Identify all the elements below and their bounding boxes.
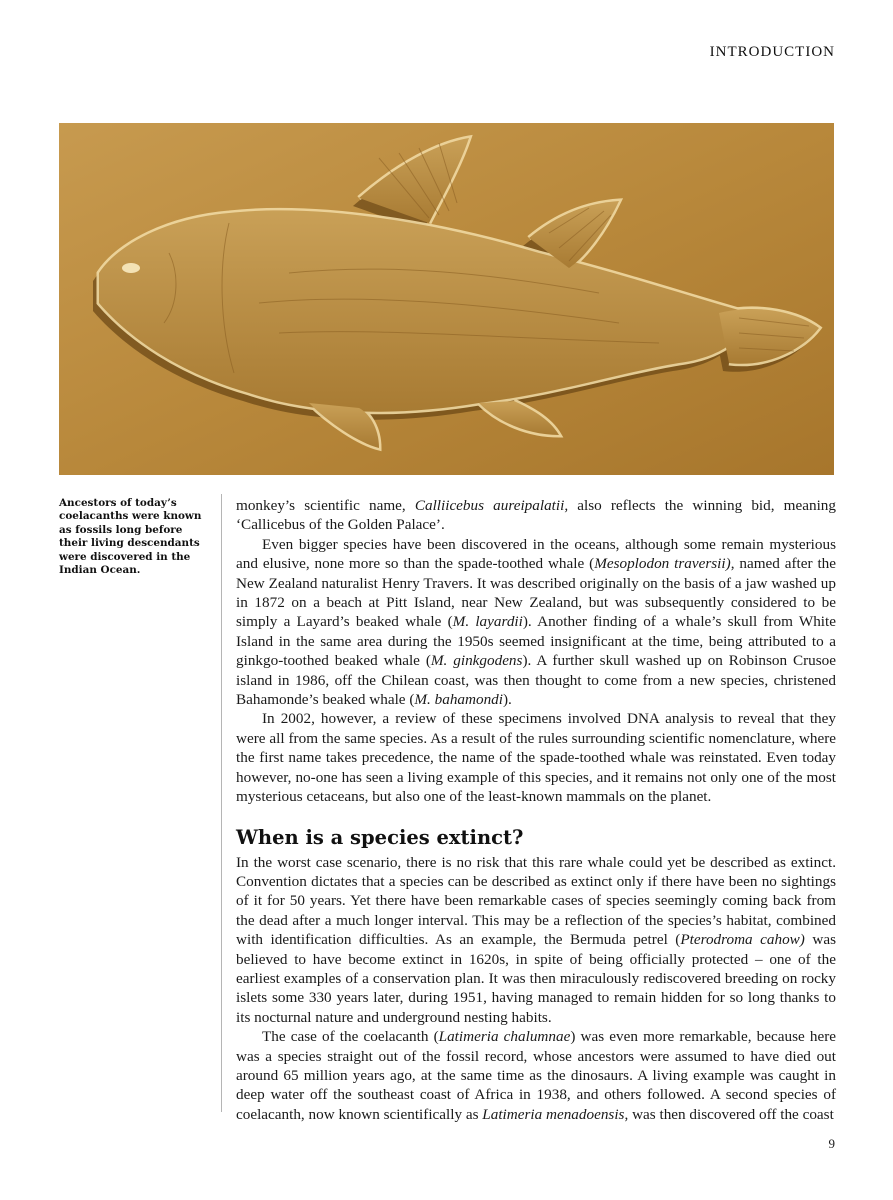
text-run: Even bigger species have been discovered in the oceans, although some remain mysterious and elusive, none more so than the spade-toothed whale ( — [236, 535, 836, 573]
italic-run: M. ginkgodens — [430, 652, 523, 670]
paragraph — [236, 496, 836, 535]
text-run: was believed to have become extinct in 1620s, in spite of being officially protected – one of the earliest examples of a conservation plan. It was then miraculously rediscovered breeding on rocky islets some 330 years later, during 1951, having managed to remain hidden for so long thanks to its nocturnal nature and underground nesting habits. — [236, 931, 837, 1026]
text-run: ). Another finding of a whale’s skull from White Island in the same area during the 1950s seemed insignificant at the time, being attributed to a ginkgo-toothed beaked whale ( — [236, 613, 836, 670]
text-run: ) was even more remarkable, because here was a species straight out of the fossil record, whose ancestors were assumed to have died out around 65 million years ago, at the same time as the dinosaurs. A living example was caught in deep water off the southeast coast of Africa in 1938, and others followed. A second species of coelacanth, now known scientifically as — [236, 1028, 836, 1123]
column-divider — [221, 494, 222, 1112]
text-run: also reflects the winning bid, meaning ‘Callicebus of the Golden Palace’. — [236, 497, 836, 534]
italic-run: Latimeria menadoensis — [482, 1105, 625, 1123]
text-run: monkey’s scientific name, — [236, 497, 415, 514]
italic-run: M. layardii — [452, 613, 523, 631]
text-run: , named after the New Zealand naturalist Henry Travers. It was described originally on the basis of a jaw washed up in 1872 on a beach at Pitt Island, near New Zealand, but was subsequently considered to be simply a Layard’s beaked whale ( — [236, 555, 836, 631]
paragraph — [236, 535, 836, 710]
text-run: In 2002, however, a review of these specimens involved DNA analysis to reveal that they were all from the same species. As a result of the rules surrounding scientific nomenclature, where the first name takes precedence, the name of the spade-toothed whale was reinstated. Even today however, no-one has seen a living example of this species, and it remains not only one of the most mysterious cetaceans, but also one of the least-known mammals on the planet. — [236, 710, 836, 806]
italic-run: M. bahamondi — [414, 691, 503, 709]
italic-run: Calliicebus aureipalatii, — [414, 497, 569, 514]
paragraph — [236, 1027, 836, 1124]
coelacanth-fossil-photo — [59, 123, 834, 475]
section-heading: When is a species extinct? — [236, 825, 524, 849]
text-run: In the worst case scenario, there is no risk that this rare whale could yet be described as extinct. Convention dictates that a species can be described as extinct only if there have been no sightings of it for 50 years. Yet there have been remarkable cases of species seemingly coming back from the dead after a much longer interval. This may be a reflection of the species’s habitat, combined with identification difficulties. As an example, the Bermuda petrel ( — [236, 853, 836, 949]
text-run: The case of the coelacanth ( — [262, 1028, 439, 1046]
italic-run: Pterodroma cahow) — [680, 931, 805, 949]
text-run: ). A further skull washed up on Robinson Crusoe island in 1986, off the Chilean coast, was then thought to come from a new species, christened Bahamonde’s beaked whale ( — [236, 652, 836, 709]
text-run: , was then discovered off the coast — [624, 1105, 834, 1123]
italic-run: Mesoplodon traversii) — [594, 555, 731, 573]
paragraph — [236, 709, 836, 806]
article-body — [236, 496, 836, 1124]
paragraph — [236, 853, 836, 1028]
running-head: INTRODUCTION — [709, 44, 835, 60]
text-run: ). — [502, 691, 512, 709]
page-number: 9 — [828, 1136, 835, 1151]
italic-run: Latimeria chalumnae — [438, 1028, 571, 1046]
figure-caption: Ancestors of today’s coelacanths were known as fossils long before their living descendants were discovered in the Indian Ocean. — [59, 497, 202, 577]
